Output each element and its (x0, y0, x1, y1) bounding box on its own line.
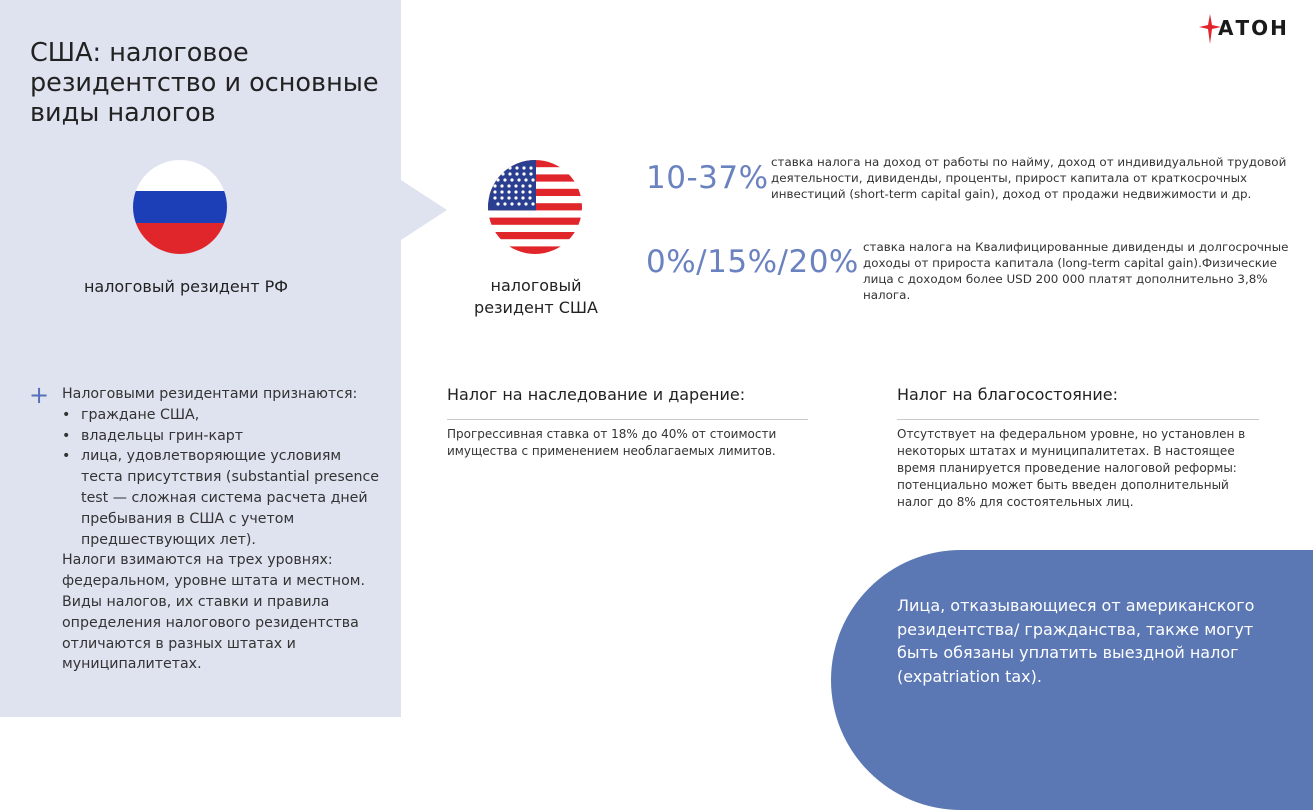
list-item: • лица, удовлетворяющие условиям теста присутствия (substantial presence test — сложная система расчета дней пребывания в США с учетом предшествующих лет). (62, 446, 382, 550)
inheritance-tax-text: Прогрессивная ставка от 18% до 40% от стоимости имущества с применением необлагаемых лимитов. (447, 427, 777, 458)
rate-description: ставка налога на доход от работы по найму, доход от индивидуальной трудовой деятельности, дивиденды, проценты, прирост капитала от краткосрочных инвестиций (short-term capital gain), доход от продажи недвижимости и др. (771, 155, 1287, 201)
company-logo (1199, 14, 1299, 44)
rate-description: ставка налога на Квалифицированные дивиденды и долгосрочные доходы от прироста капитала (long-term capital gain).Физические лица с доходом более USD 200 000 платят дополнительно 3,8% налога. (863, 240, 1289, 302)
wealth-tax-text: Отсутствует на федеральном уровне, но установлен в некоторых штатах и муниципалитетах. В настоящее время планируется проведение налоговой реформы: потенциально может быть введен дополнительный налог до 8% для состоятельных лиц. (897, 427, 1246, 509)
logo-text: АТОН (1218, 16, 1289, 40)
callout-text: Лица, отказывающиеся от американского резидентства/ гражданства, также могут быть обязаны уплатить выездной налог (expatriation tax). (897, 596, 1255, 686)
criteria-list (62, 405, 382, 551)
russia-flag-icon (133, 160, 227, 254)
criteria-intro: Налоговыми резидентами признаются: (62, 386, 358, 402)
divider (447, 419, 808, 420)
rate-value: 10-37% (646, 160, 769, 196)
residency-criteria (62, 384, 382, 675)
rate-value: 0%/15%/20% (646, 244, 859, 280)
us-resident-label: налоговый резидент США (474, 276, 598, 317)
tax-levels-text: Налоги взимаются на трех уровнях: федеральном, уровне штата и местном. Виды налогов, их ставки и правила определения налогового резидентства отличаются в разных штатах и муниципалитетах. (62, 552, 365, 673)
ru-resident-label: налоговый резидент РФ (83, 277, 289, 296)
inheritance-tax-title: Налог на наследование и дарение: (447, 385, 746, 404)
pointer-arrow (401, 180, 447, 240)
wealth-tax-title: Налог на благосостояние: (897, 385, 1118, 404)
page-title: США: налоговое резидентство и основные виды налогов (30, 38, 379, 128)
list-item: • владельцы грин-карт (62, 426, 382, 447)
usa-flag-icon (488, 160, 582, 254)
list-item: • граждане США, (62, 405, 382, 426)
divider (897, 419, 1259, 420)
plus-icon: + (29, 381, 50, 409)
